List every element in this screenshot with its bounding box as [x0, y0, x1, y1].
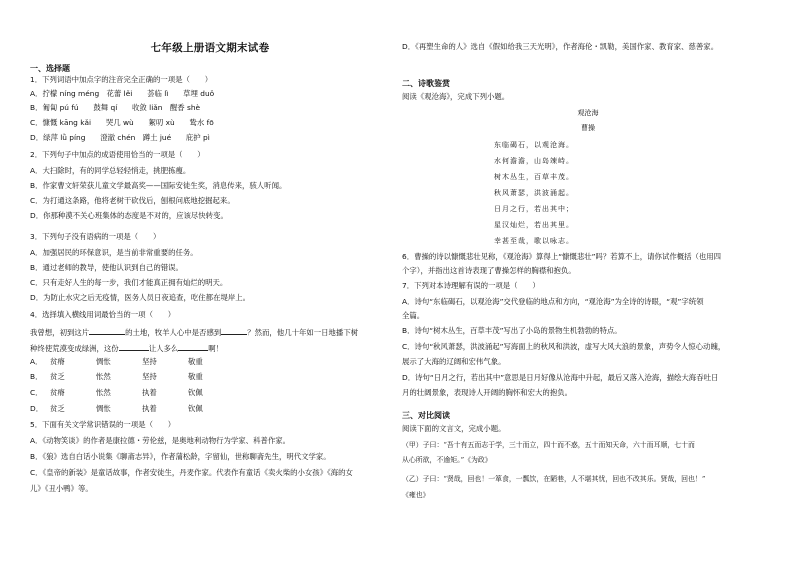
q5-option-d: D．《再塑生命的人》选自《假如给我三天光明》，作者海伦・凯勒，美国作家、教育家、慈善家。 — [402, 42, 719, 51]
q2-option-d: D．你那种漠不关心班集体的态度是不对的，应该尽快转变。 — [30, 211, 228, 220]
q5-option-b: B．《狼》选自白话小说集《聊斋志异》，作者蒲松龄，字留仙，世称聊斋先生，明代文学家。 — [30, 452, 331, 461]
q4-option-a — [30, 357, 234, 367]
q3-option-b: B．通过老师的教导，使他认识到自己的错误。 — [30, 263, 183, 272]
q4-text: ？然而，他几十年如一日地播下树 — [247, 328, 359, 337]
q4-passage-line-2 — [30, 342, 223, 354]
poem-line: 星汉灿烂，若出其里。 — [494, 221, 574, 229]
passage-b-cont: 《雍也》 — [402, 491, 430, 499]
q4-option-d — [30, 404, 234, 414]
option-word: 贫瘠 — [50, 357, 65, 366]
q1-option-d: D．绿萍 lǜ píng 澄澈 chén 蹲土 jué 庇护 pì — [30, 133, 210, 142]
fill-blank[interactable] — [221, 326, 247, 335]
page-title: 七年级上册语文期末试卷 — [150, 42, 270, 54]
fill-blank[interactable] — [119, 342, 149, 351]
q5-option-c-cont: 儿》《丑小鸭》等。 — [30, 484, 93, 493]
poem-line: 树木丛生，百草丰茂。 — [494, 173, 574, 181]
option-word: 贫瘠 — [50, 388, 65, 397]
q4-text: 的土地，牧羊人心中是否感到 — [125, 328, 222, 337]
question-2: 2．下列句子中加点的成语使用恰当的一项是（ ） — [30, 150, 205, 159]
option-word: 执着 — [142, 388, 157, 397]
question-5: 5．下面有关文学常识错误的一项是（ ） — [30, 420, 176, 429]
q2-option-b: B．作家曹文轩荣获儿童文学最高奖——国际安徒生奖，消息传来，骇人听闻。 — [30, 181, 287, 190]
q1-option-b: B．匍匐 pú fú 鼓舞 qí 收敛 liǎn 醒香 shè — [30, 103, 201, 112]
option-word: 贫乏 — [50, 372, 65, 381]
question-7: 7．下列对本诗理解有误的一项是（ ） — [402, 281, 540, 290]
q4-option-c — [30, 388, 234, 398]
q1-option-c: C．慷慨 kāng kǎi 哭几 wù 絮叨 xù 鸷水 fō — [30, 118, 214, 127]
q7-option-c-cont: 展示了大海的辽阔和宏伟气象。 — [402, 357, 506, 366]
poem-line: 水何澹澹，山岛竦峙。 — [494, 157, 574, 165]
question-3: 3．下列句子没有语病的一项是（ ） — [30, 232, 161, 241]
section-heading-compare: 三、对比阅读 — [402, 411, 450, 420]
q5-option-a: A．《动物笑谈》的作者是康拉德・劳伦兹，是奥地利动物行为学家、科普作家。 — [30, 436, 291, 445]
option-word: 坚持 — [142, 372, 157, 381]
question-1: 1．下列词语中加点字的注音完全正确的一项是（ ） — [30, 75, 213, 84]
option-word: 钦佩 — [188, 404, 203, 413]
q7-option-a-cont: 全篇。 — [402, 311, 425, 320]
q2-option-c: C．为打通这条路，他将老树干砍伐后，刨根问底地挖掘起来。 — [30, 196, 235, 205]
option-label: D． — [30, 404, 44, 413]
q7-option-c: C．诗句“秋风萧瑟，洪波涌起”写海面上的秋风和洪波，虚写大风大浪的景象，声势令人惊心动魄， — [402, 342, 726, 351]
q7-option-d-cont: 月的壮阔景象，表现诗人开阔的胸怀和宏大的抱负。 — [402, 388, 572, 397]
option-word: 钦佩 — [188, 388, 203, 397]
q7-option-d: D．诗句“日月之行，若出其中”意思是日月好像从沧海中升起，最后又落入沧海，描绘大海吞吐日 — [402, 373, 719, 382]
q3-option-d: D．为防止水灾之后无疫情，医务人员日夜追查，吃住都在堤岸上。 — [30, 293, 251, 302]
option-word: 怅然 — [96, 388, 111, 397]
option-word: 执着 — [142, 404, 157, 413]
poem-title: 观沧海 — [577, 109, 599, 117]
passage-a-cont: 从心所欲，不逾矩。”《为政》 — [402, 456, 492, 464]
option-label: B． — [30, 372, 43, 381]
poem-line: 秋风萧瑟，洪波涌起。 — [494, 189, 574, 197]
q4-text: 啊！ — [208, 344, 224, 353]
poem-line: 幸甚至哉，歌以咏志。 — [494, 237, 574, 245]
q5-option-c: C．《皇帝的新装》是童话故事，作者安徒生，丹麦作家。代表作有童话《卖火柴的小女孩》《海的女 — [30, 468, 353, 477]
option-word: 惆怅 — [96, 357, 111, 366]
q4-passage-line-1 — [30, 326, 358, 338]
q4-text: 种终使荒漠变成绿洲，这份 — [30, 344, 119, 353]
q7-option-a: A．诗句“东临碣石，以观沧海”交代登临的地点和方向，“观沧海”为全诗的诗眼，“观”字统领 — [402, 297, 704, 306]
option-word: 坚持 — [142, 357, 157, 366]
poem-intro: 阅读《观沧海》，完成下列小题。 — [402, 92, 510, 101]
passage-b: （乙）子曰：“贤哉，回也！一箪食，一瓢饮，在陋巷，人不堪其忧，回也不改其乐。贤哉，回也！” — [402, 475, 706, 483]
poem-author: 曹操 — [581, 124, 595, 132]
poem-line: 东临碣石，以观沧海。 — [494, 141, 574, 149]
poem-line: 日月之行，若出其中； — [494, 205, 574, 213]
question-6-cont: 个字），并指出这首诗表现了曹操怎样的胸襟和抱负。 — [402, 266, 576, 275]
option-word: 贫乏 — [50, 404, 65, 413]
q1-option-a: A．拧檬 níng méng 花蕾 lěi 荟临 lì 草埋 duǒ — [30, 89, 215, 98]
option-label: A． — [30, 357, 43, 366]
q4-text: 我曾想，初到这片 — [30, 328, 90, 337]
passage-a: （甲）子曰：“吾十有五而志于学，三十而立，四十而不惑，五十而知天命，六十而耳顺，七十而 — [402, 441, 695, 449]
q4-text: 让人多么 — [148, 344, 179, 353]
option-word: 怅然 — [96, 372, 111, 381]
option-label: C． — [30, 388, 43, 397]
q3-option-c: C．只有走好人生的每一步，我们才能真正拥有灿烂的明天。 — [30, 278, 228, 287]
option-word: 敬重 — [188, 372, 203, 381]
q4-option-b — [30, 372, 234, 382]
option-word: 惆怅 — [96, 404, 111, 413]
question-4: 4．选择填入横线用词最恰当的一项（ ） — [30, 310, 176, 319]
fill-blank[interactable] — [89, 326, 125, 335]
section-heading-choice: 一、选择题 — [30, 64, 70, 73]
q2-option-a: A．大扫除时，有的同学总轻轻悄走，挑肥拣瘦。 — [30, 166, 191, 175]
section-heading-poetry: 二、诗歌鉴赏 — [402, 79, 450, 88]
compare-intro: 阅读下面的文言文，完成小题。 — [402, 424, 506, 433]
q3-option-a: A．加强居民的环保意识，是当前非常重要的任务。 — [30, 248, 198, 257]
fill-blank[interactable] — [178, 342, 208, 351]
option-word: 敬重 — [188, 357, 203, 366]
q7-option-b: B．诗句“树木丛生，百草丰茂”写出了小岛的景物生机勃勃的特点。 — [402, 326, 622, 335]
question-6: 6．曹操的诗以慷慨悲壮见称，《观沧海》算得上“慷慨悲壮”吗？若算不上，请你试作概括（也用四 — [402, 252, 722, 261]
